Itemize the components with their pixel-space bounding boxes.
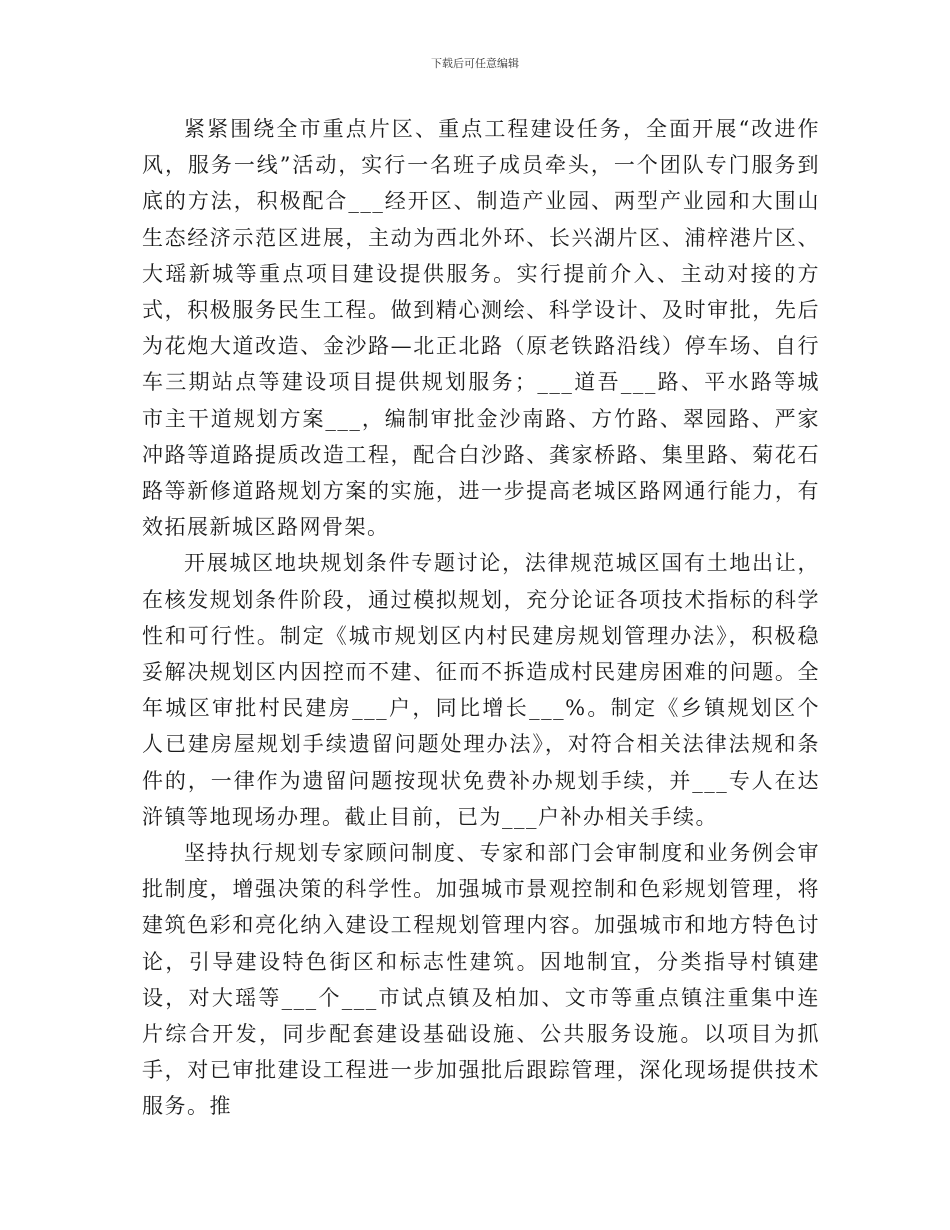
paragraph-1: 紧紧围绕全市重点片区、重点工程建设任务，全面开展“改进作风，服务一线”活动，实行一名班子成员牵头，一个团队专门服务到底的方法，积极配合___经开区、制造产业园、两型产业园和大围山生态经济示范区进展，主动为西北外环、长兴湖片区、浦梓港片区、大瑶新城等重点项目建设提供服务。实行提前介入、主动对接的方式，积极服务民生工程。做到精心测绘、科学设计、及时审批，先后为花炮大道改造、金沙路—北正北路（原老铁路沿线）停车场、自行车三期站点等建设项目提供规划服务；___道吾___路、平水路等城市主干道规划方案___，编制审批金沙南路、方竹路、翠园路、严家冲路等道路提质改造工程，配合白沙路、龚家桥路、集里路、菊花石路等新修道路规划方案的实施，进一步提高老城区路网通行能力，有效拓展新城区路网骨架。 (142, 117, 820, 540)
paragraph-2: 开展城区地块规划条件专题讨论，法律规范城区国有土地出让，在核发规划条件阶段，通过模拟规划，充分论证各项技术指标的科学性和可行性。制定《城市规划区内村民建房规划管理办法》，积极稳妥解决规划区内因控而不建、征而不拆造成村民建房困难的问题。全年城区审批村民建房___户，同比增长___%。制定《乡镇规划区个人已建房屋规划手续遗留问题处理办法》，对符合相关法律法规和条件的，一律作为遗留问题按现状免费补办规划手续，并___专人在达浒镇等地现场办理。截止目前，已为___户补办相关手续。 (142, 551, 820, 829)
paragraph-3: 坚持执行规划专家顾问制度、专家和部门会审制度和业务例会审批制度，增强决策的科学性。加强城市景观控制和色彩规划管理，将建筑色彩和亮化纳入建设工程规划管理内容。加强城市和地方特色讨论，引导建设特色街区和标志性建筑。因地制宜，分类指导村镇建设，对大瑶等___个___市试点镇及柏加、文市等重点镇注重集中连片综合开发，同步配套建设基础设施、公共服务设施。以项目为抓手，对已审批建设工程进一步加强批后跟踪管理，深化现场提供技术服务。推 (142, 841, 820, 1119)
page-header-note: 下载后可任意编辑 (431, 57, 519, 70)
document-body (142, 111, 820, 1125)
